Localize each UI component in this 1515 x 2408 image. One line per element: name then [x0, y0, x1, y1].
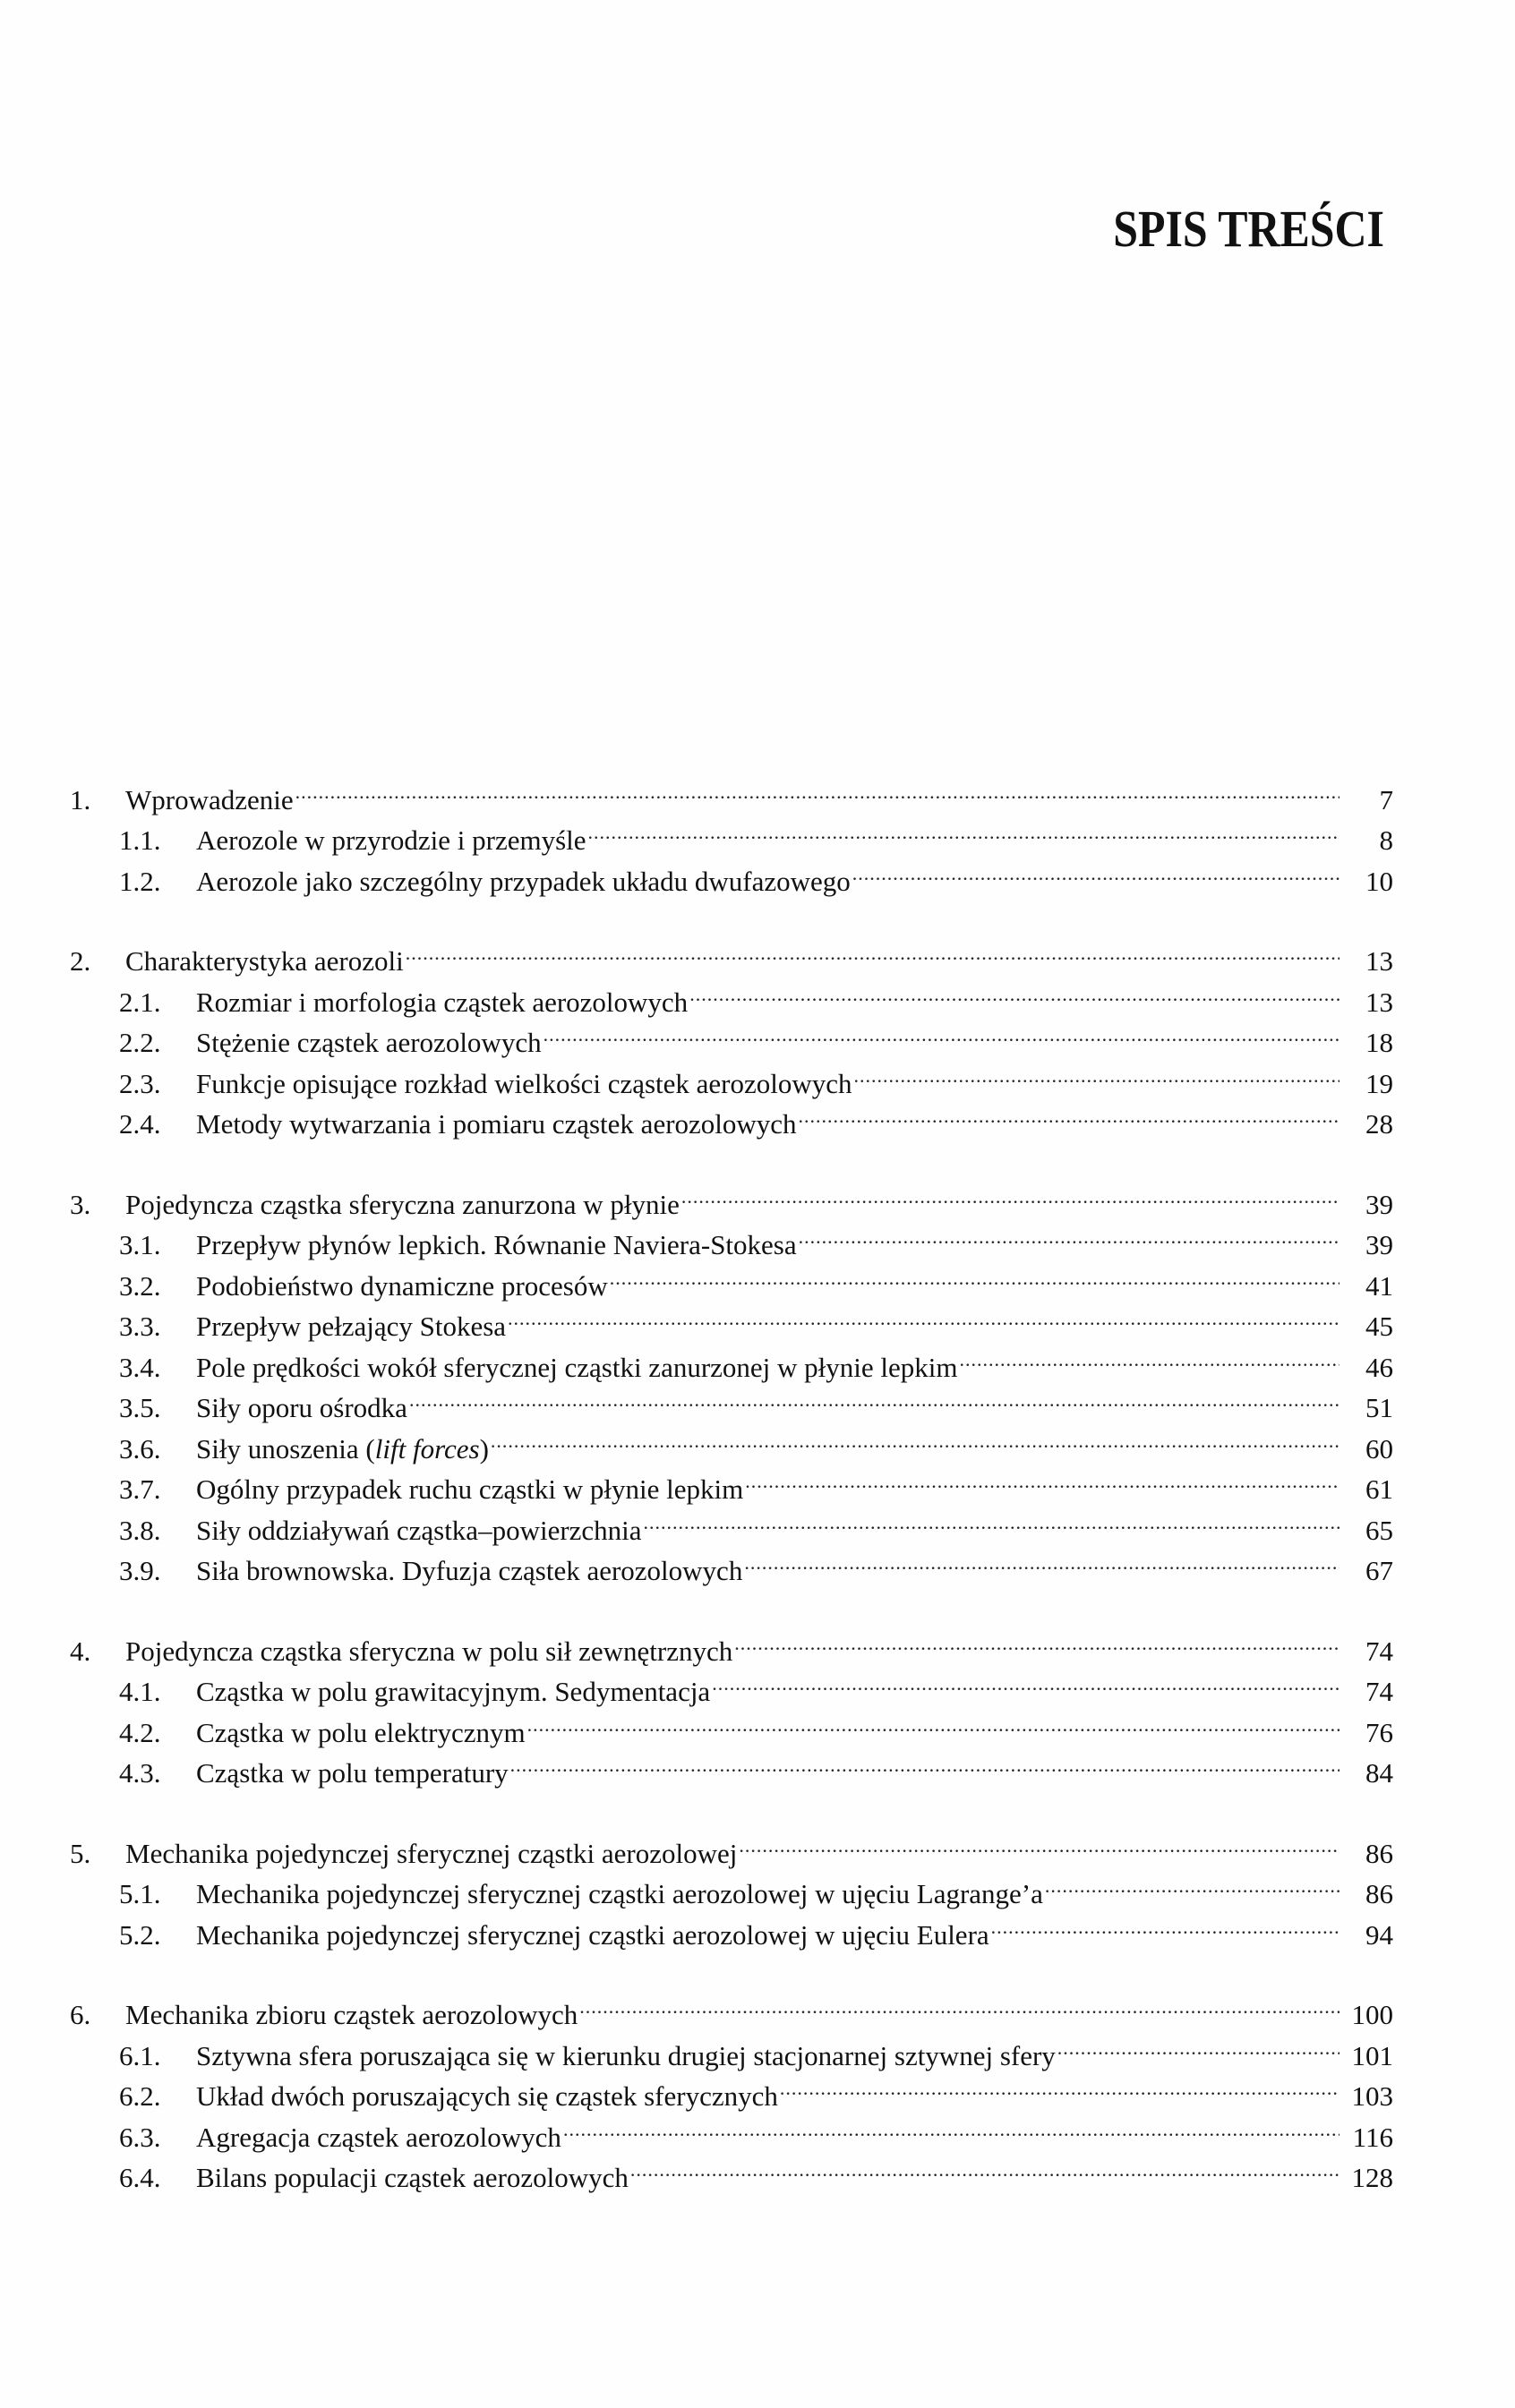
entry-page-number: 19 — [1365, 1067, 1393, 1099]
dot-leader — [739, 1822, 1340, 1863]
dot-leader — [854, 1052, 1340, 1093]
entry-title: Podobieństwo dynamiczne procesów — [196, 1269, 608, 1302]
toc-chapter-entry — [70, 768, 1393, 815]
entry-page-number: 8 — [1379, 824, 1393, 856]
dot-leader — [1057, 2024, 1340, 2065]
dot-leader — [527, 1701, 1340, 1742]
dot-leader — [588, 809, 1340, 850]
toc-section — [70, 1173, 1393, 1586]
entry-title: Aerozole w przyrodzie i przemyśle — [196, 824, 586, 856]
dot-leader — [491, 1417, 1340, 1458]
entry-page-number: 13 — [1365, 986, 1393, 1018]
entry-page-number: 94 — [1365, 1918, 1393, 1951]
entry-title: Charakterystyka aerozoli — [125, 945, 404, 977]
dot-leader — [991, 1903, 1340, 1944]
dot-leader — [681, 1173, 1340, 1214]
entry-number: 6.3. — [119, 2121, 161, 2153]
entry-page-number: 28 — [1365, 1108, 1393, 1140]
entry-number: 2.3. — [119, 1067, 161, 1099]
entry-number: 6.1. — [119, 2039, 161, 2071]
entry-number: 4.3. — [119, 1757, 161, 1789]
toc-chapter-entry — [70, 1173, 1393, 1220]
entry-number: 3.1. — [119, 1229, 161, 1260]
dot-leader — [406, 930, 1340, 971]
table-of-contents — [70, 768, 1393, 2226]
entry-number: 1.2. — [119, 865, 161, 897]
entry-page-number: 39 — [1365, 1188, 1393, 1220]
entry-page-number: 86 — [1365, 1837, 1393, 1869]
entry-page-number: 45 — [1365, 1311, 1393, 1342]
entry-title-italic: lift forces — [374, 1432, 480, 1464]
entry-page-number: 84 — [1365, 1757, 1393, 1789]
entry-title: Rozmiar i morfologia cząstek aerozolowych — [196, 986, 689, 1018]
entry-title: Układ dwóch poruszających się cząstek sferycznych — [196, 2080, 778, 2112]
entry-page-number: 67 — [1365, 1555, 1393, 1586]
dot-leader — [712, 1661, 1340, 1702]
entry-page-number: 76 — [1365, 1716, 1393, 1748]
entry-page-number: 65 — [1365, 1514, 1393, 1546]
entry-number: 3.2. — [119, 1269, 161, 1302]
entry-page-number: 7 — [1379, 783, 1393, 815]
entry-number: 2.2. — [119, 1027, 161, 1058]
dot-leader — [852, 850, 1340, 891]
entry-number: 6. — [70, 1999, 91, 2030]
entry-title: Pojedyncza cząstka sferyczna w polu sił zewnętrznych — [125, 1635, 733, 1667]
entry-title — [196, 1429, 489, 1470]
entry-title: Siły oporu ośrodka — [196, 1392, 407, 1423]
toc-section — [70, 768, 1393, 897]
entry-title: Funkcje opisujące rozkład wielkości cząstek aerozolowych — [196, 1067, 852, 1099]
entry-title: Wprowadzenie — [125, 783, 294, 815]
dot-leader — [780, 2065, 1340, 2106]
entry-title: Ogólny przypadek ruchu cząstki w płynie lepkim — [196, 1473, 744, 1505]
entry-title: Pojedyncza cząstka sferyczna zanurzona w płynie — [125, 1188, 680, 1220]
entry-number: 5.2. — [119, 1918, 161, 1951]
entry-page-number: 51 — [1365, 1392, 1393, 1423]
entry-number: 3. — [70, 1188, 91, 1220]
entry-number: 2.1. — [119, 986, 161, 1018]
entry-title: Stężenie cząstek aerozolowych — [196, 1027, 542, 1058]
entry-title: Cząstka w polu temperatury — [196, 1757, 509, 1789]
entry-title: Przepływ pełzający Stokesa — [196, 1311, 507, 1342]
dot-leader — [544, 1012, 1340, 1053]
entry-title: Mechanika pojedynczej sferycznej cząstki aerozolowej — [125, 1837, 738, 1869]
dot-leader — [579, 1984, 1340, 2025]
toc-chapter-entry — [70, 930, 1393, 977]
entry-title: Bilans populacji cząstek aerozolowych — [196, 2162, 629, 2193]
entry-title: Aerozole jako szczególny przypadek układu dwufazowego — [196, 865, 851, 897]
entry-number: 3.9. — [119, 1555, 161, 1586]
entry-number: 2.4. — [119, 1108, 161, 1140]
dot-leader — [409, 1377, 1340, 1418]
entry-page-number: 128 — [1351, 2162, 1393, 2193]
entry-number: 3.4. — [119, 1351, 161, 1383]
entry-page-number: 13 — [1365, 945, 1393, 977]
entry-number: 2. — [70, 945, 91, 977]
entry-number: 1. — [70, 783, 91, 815]
entry-page-number: 60 — [1365, 1432, 1393, 1464]
entry-title: Cząstka w polu elektrycznym — [196, 1716, 526, 1748]
toc-chapter-entry — [70, 1822, 1393, 1869]
dot-leader — [508, 1295, 1340, 1336]
entry-number: 3.8. — [119, 1514, 161, 1546]
toc-section — [70, 930, 1393, 1140]
entry-page-number: 39 — [1365, 1229, 1393, 1260]
entry-page-number: 74 — [1365, 1635, 1393, 1667]
toc-section — [70, 1619, 1393, 1789]
entry-page-number: 86 — [1365, 1878, 1393, 1909]
dot-leader — [563, 2105, 1340, 2147]
entry-number: 4.2. — [119, 1716, 161, 1748]
entry-title: Pole prędkości wokół sferycznej cząstki zanurzonej w płynie lepkim — [196, 1351, 958, 1383]
entry-title: Siła brownowska. Dyfuzja cząstek aerozolowych — [196, 1555, 743, 1586]
toc-section — [70, 1984, 1393, 2193]
entry-page-number: 18 — [1365, 1027, 1393, 1058]
entry-number: 6.2. — [119, 2080, 161, 2112]
dot-leader — [630, 2147, 1340, 2188]
entry-title: Mechanika zbioru cząstek aerozolowych — [125, 1999, 578, 2030]
entry-page-number: 100 — [1351, 1999, 1393, 2030]
entry-title: Siły oddziaływań cząstka–powierzchnia — [196, 1514, 642, 1546]
dot-leader — [689, 970, 1340, 1012]
toc-chapter-entry — [70, 1619, 1393, 1667]
dot-leader — [960, 1336, 1340, 1377]
entry-title: Sztywna sfera poruszająca się w kierunku drugiej stacjonarnej sztywnej sfery — [196, 2039, 1056, 2071]
entry-title: Przepływ płynów lepkich. Równanie Naviera-Stokesa — [196, 1229, 797, 1260]
entry-title: Cząstka w polu grawitacyjnym. Sedymentacja — [196, 1676, 711, 1707]
entry-number: 3.6. — [119, 1432, 161, 1464]
dot-leader — [1045, 1863, 1340, 1904]
toc-chapter-entry — [70, 1984, 1393, 2030]
dot-leader — [295, 768, 1340, 809]
toc-section — [70, 1822, 1393, 1951]
dot-leader — [510, 1742, 1340, 1783]
entry-number: 5.1. — [119, 1878, 161, 1909]
entry-page-number: 41 — [1365, 1269, 1393, 1302]
entry-number: 4.1. — [119, 1676, 161, 1707]
entry-number: 5. — [70, 1837, 91, 1869]
entry-page-number: 61 — [1365, 1473, 1393, 1505]
dot-leader — [799, 1093, 1340, 1134]
entry-number: 3.5. — [119, 1392, 161, 1423]
entry-page-number: 74 — [1365, 1676, 1393, 1707]
dot-leader — [745, 1458, 1340, 1499]
dot-leader — [799, 1214, 1340, 1255]
entry-page-number: 101 — [1351, 2039, 1393, 2071]
page-title: SPIS TREŚCI — [1113, 200, 1384, 258]
entry-title-text: ) — [479, 1432, 489, 1464]
dot-leader — [734, 1619, 1340, 1661]
entry-number: 6.4. — [119, 2162, 161, 2193]
entry-number: 3.3. — [119, 1311, 161, 1342]
entry-number: 3.7. — [119, 1473, 161, 1505]
entry-number: 1.1. — [119, 824, 161, 856]
entry-title: Mechanika pojedynczej sferycznej cząstki aerozolowej w ujęciu Eulera — [196, 1918, 989, 1951]
entry-title: Mechanika pojedynczej sferycznej cząstki aerozolowej w ujęciu Lagrange’a — [196, 1878, 1043, 1909]
entry-page-number: 116 — [1352, 2121, 1393, 2153]
entry-title-text: Siły unoszenia ( — [196, 1432, 375, 1464]
dot-leader — [610, 1254, 1340, 1295]
entry-title: Agregacja cząstek aerozolowych — [196, 2121, 561, 2153]
dot-leader — [744, 1540, 1340, 1581]
entry-page-number: 103 — [1351, 2080, 1393, 2112]
dot-leader — [644, 1499, 1340, 1540]
entry-number: 4. — [70, 1635, 91, 1667]
entry-page-number: 10 — [1365, 865, 1393, 897]
entry-page-number: 46 — [1365, 1351, 1393, 1383]
entry-title: Metody wytwarzania i pomiaru cząstek aerozolowych — [196, 1108, 797, 1140]
